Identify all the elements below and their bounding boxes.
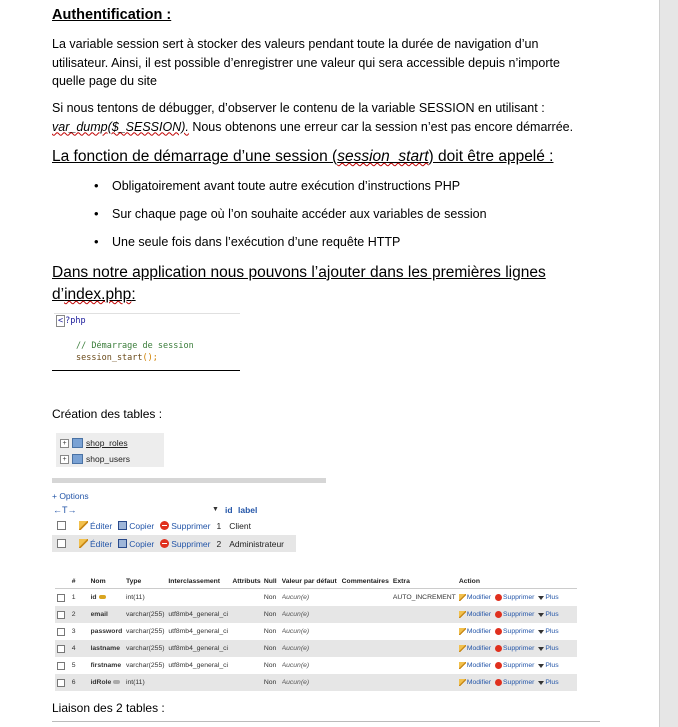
- table-icon: [72, 438, 83, 448]
- row-checkbox-cell[interactable]: [55, 594, 68, 602]
- modify-button[interactable]: [459, 628, 491, 635]
- delete-button[interactable]: [160, 539, 210, 549]
- modify-label: Modifier: [466, 679, 492, 686]
- column-header-label[interactable]: label: [238, 505, 258, 515]
- row-checkbox-cell[interactable]: [55, 628, 68, 636]
- modify-label: Modifier: [466, 662, 492, 669]
- column-nav-arrows[interactable]: ←T→: [53, 505, 77, 515]
- delete-button[interactable]: [495, 679, 534, 686]
- more-label: Plus: [545, 645, 559, 652]
- row-checkbox[interactable]: [57, 628, 65, 636]
- modify-button[interactable]: [459, 662, 491, 669]
- debug-rest: Nous obtenons une erreur car la session n’est pas encore démarrée.: [188, 119, 574, 134]
- cell-type: varchar(255): [125, 645, 165, 652]
- more-button[interactable]: [538, 594, 558, 601]
- pencil-icon: [459, 611, 466, 618]
- cell-extra: AUTO_INCREMENT: [392, 594, 456, 601]
- cell-num: 3: [71, 628, 76, 635]
- function-heading: [52, 146, 554, 168]
- cell-name: email: [90, 611, 108, 618]
- delete-button[interactable]: [495, 645, 534, 652]
- delete-icon: [495, 645, 502, 652]
- delete-icon: [495, 611, 502, 618]
- more-label: Plus: [545, 594, 559, 601]
- liaison-label: Liaison des 2 tables :: [52, 701, 165, 715]
- cell-label: Administrateur: [229, 538, 285, 549]
- cell-type: int(11): [125, 679, 145, 686]
- cell-name-wrap: [91, 628, 126, 635]
- header-collation: Interclassement: [168, 578, 221, 585]
- debug-paragraph: [52, 99, 592, 136]
- cell-actions: [459, 645, 577, 652]
- creation-label: Création des tables :: [52, 407, 163, 421]
- php-code-snippet: [52, 312, 240, 371]
- modify-button[interactable]: [459, 645, 491, 652]
- tree-item-label[interactable]: shop_roles: [86, 438, 128, 448]
- delete-button[interactable]: [495, 662, 534, 669]
- copy-label: Copier: [129, 520, 155, 531]
- row-checkbox-cell[interactable]: [55, 679, 68, 687]
- table-row: [55, 640, 577, 657]
- pencil-icon: [459, 594, 466, 601]
- cell-num: 6: [71, 679, 76, 686]
- more-button[interactable]: [538, 679, 558, 686]
- app-line2-after: :: [131, 286, 136, 303]
- cell-default: Aucun(e): [281, 679, 310, 686]
- cell-name: idRole: [90, 679, 112, 686]
- horizontal-scrollbar[interactable]: [52, 478, 326, 483]
- tree-item-shop-roles[interactable]: [60, 436, 128, 450]
- cell-name-wrap: [91, 611, 126, 618]
- delete-icon: [495, 594, 502, 601]
- header-extra: Extra: [392, 578, 410, 585]
- delete-button[interactable]: [160, 521, 210, 531]
- expand-icon[interactable]: +: [60, 455, 69, 464]
- cursor-lt: <: [58, 316, 64, 326]
- row-checkbox-cell[interactable]: [55, 662, 68, 670]
- cell-collation: utf8mb4_general_ci: [168, 662, 229, 669]
- debug-line1: Si nous tentons de débugger, d’observer le contenu de la variable SESSION en utilisant :: [52, 101, 545, 115]
- list-item: • Une seule fois dans l’exécution d’une requête HTTP: [94, 232, 487, 260]
- primary-key-icon: [99, 595, 106, 599]
- cell-actions: [459, 679, 577, 686]
- cell-label: Client: [229, 520, 251, 531]
- chevron-down-icon: [538, 681, 544, 685]
- var-dump-code: var_dump($_SESSION).: [52, 119, 189, 134]
- edit-label: Éditer: [90, 538, 113, 549]
- more-button[interactable]: [538, 628, 558, 635]
- column-header-id[interactable]: id: [225, 505, 233, 515]
- code-call: [76, 353, 158, 363]
- copy-button[interactable]: [118, 521, 154, 531]
- session-paragraph: La variable session sert à stocker des valeurs pendant toute la durée de navigation d’un utilisateur. Ainsi, il est possible d’enregistrer une valeur qui sera accessible depuis n’importe quelle page du site: [52, 37, 560, 88]
- app-line2-before: d’: [52, 286, 65, 303]
- row-checkbox-cell[interactable]: [55, 645, 68, 653]
- php-tag-text: ?php: [65, 316, 86, 326]
- chevron-down-icon: [538, 613, 544, 617]
- next-block-border: [52, 721, 600, 722]
- row-checkbox[interactable]: [57, 594, 65, 602]
- table-row: [52, 535, 296, 552]
- table-row: [55, 674, 577, 691]
- call-parens: ();: [142, 353, 158, 363]
- header-attributes: Attributs: [232, 578, 261, 585]
- pencil-icon: [459, 679, 466, 686]
- modify-button[interactable]: [459, 679, 491, 686]
- row-checkbox[interactable]: [57, 521, 66, 530]
- more-label: Plus: [545, 662, 559, 669]
- delete-label: Supprimer: [171, 520, 211, 531]
- cell-name-wrap: [91, 679, 126, 686]
- table-icon: [72, 454, 83, 464]
- vertical-scrollbar[interactable]: [659, 0, 678, 727]
- more-button[interactable]: [538, 645, 558, 652]
- more-button[interactable]: [538, 662, 558, 669]
- delete-icon: [160, 539, 169, 548]
- requirements-list: [94, 176, 487, 260]
- row-checkbox-cell[interactable]: [55, 611, 68, 619]
- cell-default: Aucun(e): [281, 611, 310, 618]
- row-checkbox[interactable]: [57, 539, 66, 548]
- application-heading: [52, 262, 546, 306]
- header-action: Action: [458, 578, 480, 585]
- call-name: session_start: [76, 353, 143, 363]
- tree-item-label[interactable]: shop_users: [86, 454, 130, 464]
- cell-type: varchar(255): [125, 611, 165, 618]
- cell-actions: [459, 662, 577, 669]
- cell-name: firstname: [90, 662, 122, 669]
- cell-num: 1: [71, 594, 76, 601]
- cell-name-wrap: [91, 645, 126, 652]
- chevron-down-icon: [538, 664, 544, 668]
- delete-button[interactable]: [495, 594, 534, 601]
- code-top-border: [54, 313, 240, 314]
- code-comment: // Démarrage de session: [76, 341, 194, 351]
- delete-icon: [495, 662, 502, 669]
- copy-icon: [118, 539, 127, 548]
- more-button[interactable]: [538, 611, 558, 618]
- cell-collation: utf8mb4_general_ci: [168, 628, 229, 635]
- cell-name-wrap: [91, 662, 126, 669]
- cell-default: Aucun(e): [281, 645, 310, 652]
- function-after: ) doit être appelé :: [428, 148, 554, 165]
- table-row: [55, 589, 577, 606]
- cell-collation: utf8mb4_general_ci: [168, 645, 229, 652]
- copy-label: Copier: [129, 538, 155, 549]
- cell-num: 4: [71, 645, 76, 652]
- delete-label: Supprimer: [503, 645, 535, 652]
- cell-type: int(11): [125, 594, 145, 601]
- pencil-icon: [459, 628, 466, 635]
- cell-actions: [459, 611, 577, 618]
- index-key-icon: [113, 680, 120, 684]
- modify-button[interactable]: [459, 611, 491, 618]
- section-heading: Authentification :: [52, 7, 172, 23]
- structure-rows: [55, 589, 577, 691]
- edit-button[interactable]: [79, 539, 112, 549]
- modify-label: Modifier: [466, 611, 492, 618]
- header-type: Type: [125, 578, 142, 585]
- header-null: Null: [263, 578, 277, 585]
- delete-button[interactable]: [495, 611, 534, 618]
- structure-table: [55, 575, 577, 691]
- cell-num: 2: [71, 611, 76, 618]
- header-comments: Commentaires: [341, 578, 389, 585]
- sort-arrow-icon[interactable]: ▼: [212, 506, 219, 513]
- pencil-icon: [79, 521, 88, 530]
- list-item: • Sur chaque page où l’on souhaite accéder aux variables de session: [94, 204, 487, 232]
- modify-label: Modifier: [466, 628, 492, 635]
- edit-button[interactable]: [79, 521, 112, 531]
- tree-item-shop-users[interactable]: [60, 452, 130, 466]
- cell-name: id: [90, 594, 97, 601]
- cell-num: 5: [71, 662, 76, 669]
- cell-default: Aucun(e): [281, 594, 310, 601]
- delete-label: Supprimer: [503, 662, 535, 669]
- header-name: Nom: [90, 578, 106, 585]
- chevron-down-icon: [538, 647, 544, 651]
- function-name: session_start: [337, 148, 429, 165]
- modify-button[interactable]: [459, 594, 491, 601]
- structure-header-row: [55, 575, 577, 589]
- delete-label: Supprimer: [503, 594, 535, 601]
- index-php-word: index.php: [64, 286, 132, 303]
- pencil-icon: [79, 539, 88, 548]
- delete-label: Supprimer: [503, 679, 535, 686]
- cell-name-wrap: [91, 594, 126, 601]
- cell-null: Non: [263, 645, 277, 652]
- cell-default: Aucun(e): [281, 628, 310, 635]
- more-label: Plus: [545, 628, 559, 635]
- delete-label: Supprimer: [171, 538, 211, 549]
- delete-icon: [160, 521, 169, 530]
- delete-button[interactable]: [495, 628, 534, 635]
- copy-icon: [118, 521, 127, 530]
- cell-actions: [459, 594, 577, 601]
- options-link[interactable]: + Options: [52, 491, 89, 501]
- table-row: [52, 517, 296, 534]
- copy-button[interactable]: [118, 539, 154, 549]
- modify-label: Modifier: [466, 594, 492, 601]
- cell-type: varchar(255): [125, 662, 165, 669]
- cell-default: Aucun(e): [281, 662, 310, 669]
- cell-null: Non: [263, 594, 277, 601]
- cell-id: 2: [216, 538, 222, 549]
- more-label: Plus: [545, 679, 559, 686]
- app-line1: Dans notre application nous pouvons l’ajouter dans les premières lignes: [52, 264, 546, 281]
- cell-collation: utf8mb4_general_ci: [168, 611, 229, 618]
- chevron-down-icon: [538, 596, 544, 600]
- table-row: [55, 623, 577, 640]
- expand-icon[interactable]: +: [60, 439, 69, 448]
- cell-id: 1: [216, 520, 222, 531]
- cell-null: Non: [263, 662, 277, 669]
- edit-label: Éditer: [90, 520, 113, 531]
- table-row: [55, 657, 577, 674]
- row-checkbox[interactable]: [57, 611, 65, 619]
- row-checkbox[interactable]: [57, 645, 65, 653]
- delete-icon: [495, 628, 502, 635]
- modify-label: Modifier: [466, 645, 492, 652]
- cell-actions: [459, 628, 577, 635]
- delete-label: Supprimer: [503, 611, 535, 618]
- table-row: [55, 606, 577, 623]
- cell-name: password: [90, 628, 123, 635]
- more-label: Plus: [545, 611, 559, 618]
- pencil-icon: [459, 645, 466, 652]
- row-checkbox[interactable]: [57, 662, 65, 670]
- function-before: La fonction de démarrage d’une session (: [52, 148, 338, 165]
- cell-type: varchar(255): [125, 628, 165, 635]
- php-open-tag: [56, 316, 86, 326]
- header-num: #: [71, 578, 76, 585]
- cell-null: Non: [263, 679, 277, 686]
- cell-null: Non: [263, 628, 277, 635]
- cell-null: Non: [263, 611, 277, 618]
- delete-icon: [495, 679, 502, 686]
- pencil-icon: [459, 662, 466, 669]
- delete-label: Supprimer: [503, 628, 535, 635]
- row-checkbox[interactable]: [57, 679, 65, 687]
- list-item: • Obligatoirement avant toute autre exécution d’instructions PHP: [94, 176, 487, 204]
- cell-name: lastname: [90, 645, 120, 652]
- chevron-down-icon: [538, 630, 544, 634]
- header-default: Valeur par défaut: [281, 578, 337, 585]
- table-tree: [56, 433, 164, 467]
